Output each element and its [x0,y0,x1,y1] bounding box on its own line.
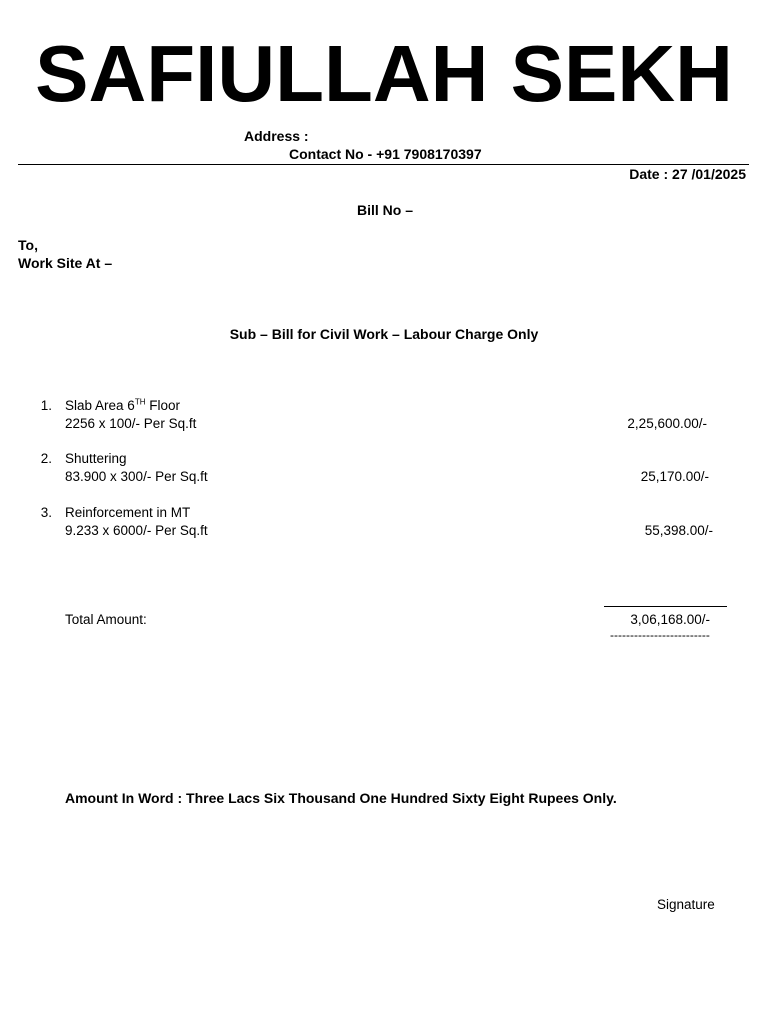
contact-number: Contact No - +91 7908170397 [289,146,482,162]
bill-date: Date : 27 /01/2025 [629,166,746,182]
bill-number: Bill No – [357,202,414,218]
signature-label: Signature [657,897,715,912]
work-site: Work Site At – [18,255,113,271]
item-amount: 2,25,600.00/- [627,416,707,431]
header-divider [18,164,749,165]
address-label: Address : [244,128,309,144]
company-name: SAFIULLAH SEKH [35,29,733,118]
item-number: 2. [40,451,52,466]
recipient-to: To, [18,237,38,253]
item-title: Shuttering [65,451,127,466]
item-amount: 25,170.00/- [640,469,709,484]
subject-line: Sub – Bill for Civil Work – Labour Charge Only [229,326,539,342]
item-number: 1. [40,398,52,413]
item-detail: 83.900 x 300/- Per Sq.ft [65,469,208,484]
sum-underline [604,606,727,607]
item-title: Reinforcement in MT [65,505,191,520]
total-dash-line: ------------------------- [610,628,710,642]
item-number: 3. [40,505,52,520]
item-detail: 9.233 x 6000/- Per Sq.ft [65,523,208,538]
total-label: Total Amount: [65,612,147,627]
item-amount: 55,398.00/- [644,523,713,538]
total-value: 3,06,168.00/- [630,612,710,627]
item-detail: 2256 x 100/- Per Sq.ft [65,416,197,431]
amount-in-words: Amount In Word : Three Lacs Six Thousand One Hundred Sixty Eight Rupees Only. [65,790,617,806]
item-title: Slab Area 6TH Floor [65,397,180,413]
